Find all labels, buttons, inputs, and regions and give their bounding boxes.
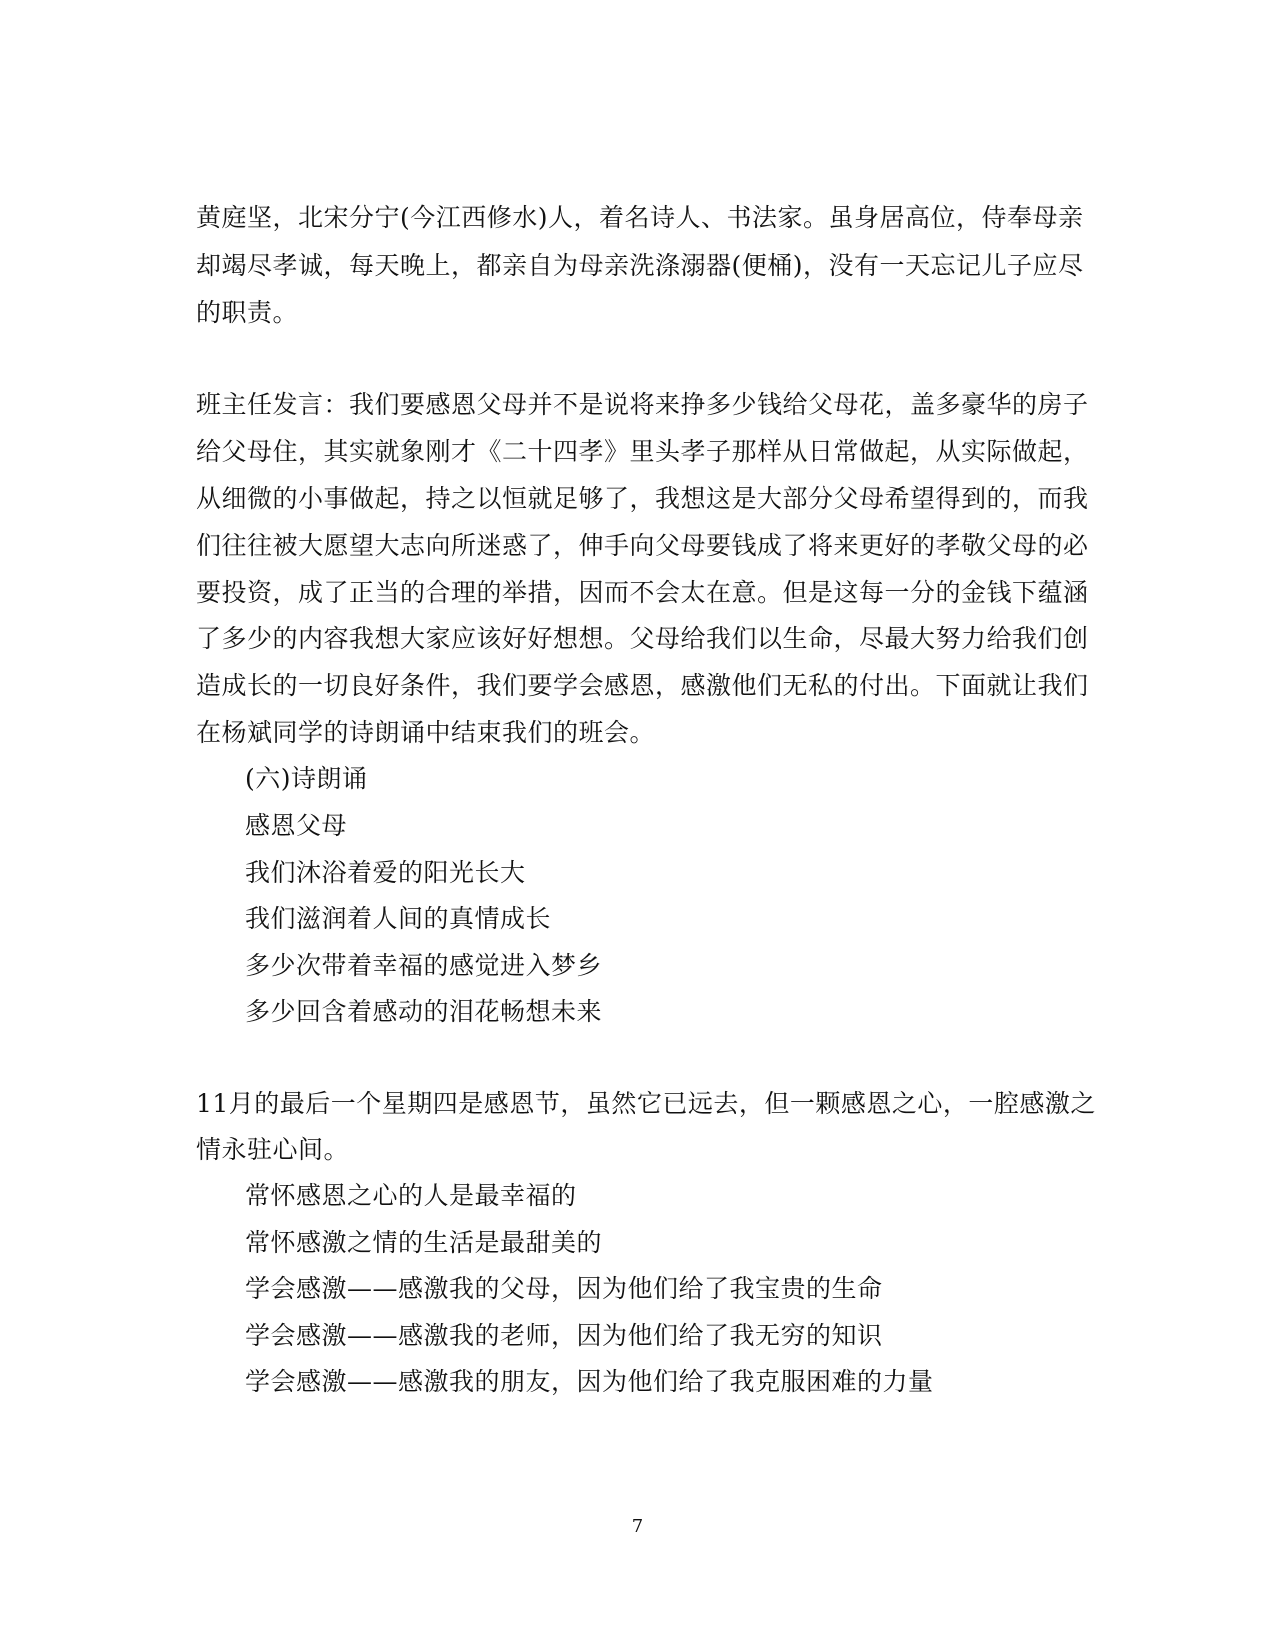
paragraph-line: 在杨斌同学的诗朗诵中结束我们的班会。 (196, 718, 656, 747)
poem-line: 多少回含着感动的泪花畅想未来 (245, 997, 603, 1026)
paragraph-line: 要投资，成了正当的合理的举措，因而不会太在意。但是这每一分的金钱下蕴涵 (196, 578, 1089, 607)
paragraph-line: 黄庭坚，北宋分宁(今江西修水)人，着名诗人、书法家。虽身居高位，侍奉母亲 (196, 203, 1084, 232)
section-heading: (六)诗朗诵 (245, 764, 368, 793)
poem-line: 我们滋润着人间的真情成长 (245, 904, 552, 933)
poem-line: 常怀感恩之心的人是最幸福的 (245, 1181, 577, 1210)
poem-line: 我们沐浴着爱的阳光长大 (245, 858, 526, 887)
paragraph-line: 的职责。 (196, 298, 299, 327)
page-number: 7 (631, 1516, 644, 1537)
paragraph-line: 了多少的内容我想大家应该好好想想。父母给我们以生命，尽最大努力给我们创 (196, 624, 1089, 653)
poem-title: 感恩父母 (245, 811, 348, 840)
poem-line: 常怀感激之情的生活是最甜美的 (245, 1228, 603, 1257)
poem-line: 学会感激——感激我的父母，因为他们给了我宝贵的生命 (245, 1274, 883, 1303)
poem-line: 学会感激——感激我的老师，因为他们给了我无穷的知识 (245, 1321, 883, 1350)
paragraph-line: 11月的最后一个星期四是感恩节，虽然它已远去，但一颗感恩之心，一腔感激之 (196, 1089, 1096, 1118)
paragraph-line: 们往往被大愿望大志向所迷惑了，伸手向父母要钱成了将来更好的孝敬父母的必 (196, 531, 1089, 560)
paragraph-line: 造成长的一切良好条件，我们要学会感恩，感激他们无私的付出。下面就让我们 (196, 671, 1089, 700)
paragraph-line: 从细微的小事做起，持之以恒就足够了，我想这是大部分父母希望得到的，而我 (196, 484, 1089, 513)
poem-line: 学会感激——感激我的朋友，因为他们给了我克服困难的力量 (245, 1367, 934, 1396)
poem-line: 多少次带着幸福的感觉进入梦乡 (245, 951, 603, 980)
paragraph-line: 班主任发言：我们要感恩父母并不是说将来挣多少钱给父母花，盖多豪华的房子 (196, 390, 1089, 419)
paragraph-line: 却竭尽孝诚，每天晚上，都亲自为母亲洗涤溺器(便桶)，没有一天忘记儿子应尽 (196, 251, 1084, 280)
paragraph-line: 给父母住，其实就象刚才《二十四孝》里头孝子那样从日常做起，从实际做起， (196, 437, 1089, 466)
paragraph-line: 情永驻心间。 (196, 1135, 350, 1164)
